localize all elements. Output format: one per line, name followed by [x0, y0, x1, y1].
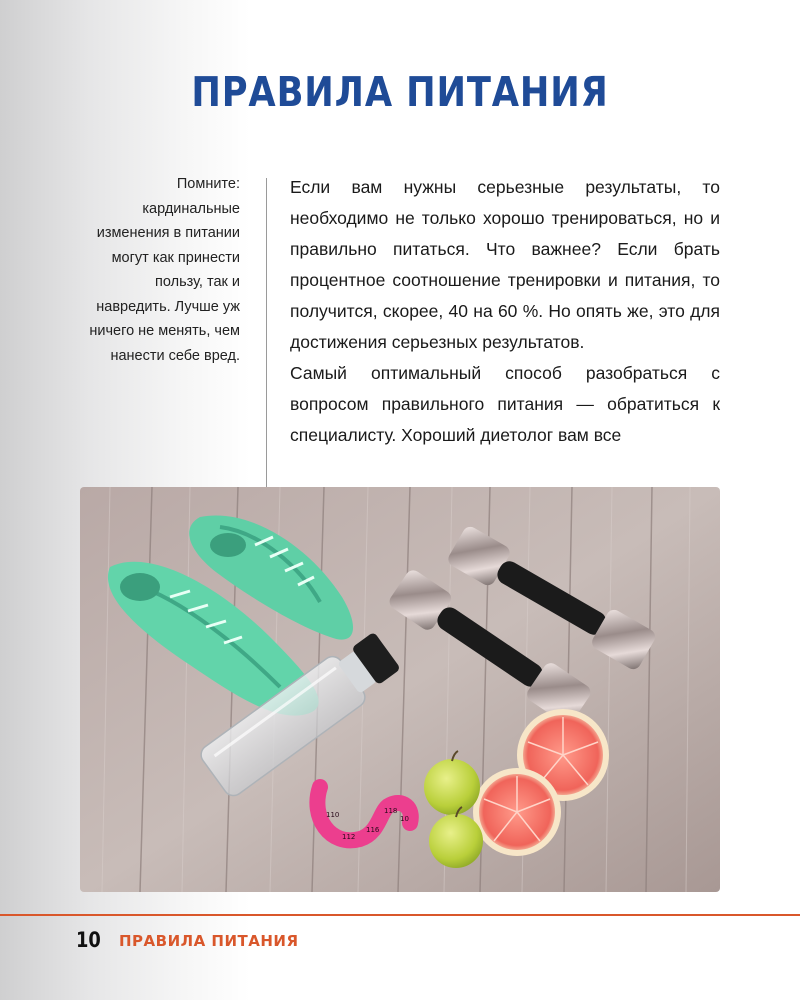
- tape-label: 118: [384, 807, 398, 815]
- sidenote: Помните: кардинальные изменения в питании могут как принести пользу, так и навредить. Лучше уж ничего не менять, чем нанести себе вред.: [89, 176, 240, 364]
- page-number: 10: [76, 928, 101, 952]
- footer-rule: [0, 914, 800, 916]
- paragraph: Если вам нужны серьезные результаты, то необходимо не только хорошо тренироваться, но и правильно питаться. Что важнее? Если брать процентное соотношение тренировки и питания, то получится, скорее, 40 на 60 %. Но опять же, это для достижения серьезных результатов.: [290, 177, 720, 352]
- column-divider: [266, 178, 267, 488]
- tape-label: 116: [366, 826, 380, 834]
- paragraph: Самый оптимальный способ разобраться с вопросом правильного питания — обратиться к специалисту. Хороший диетолог вам все: [290, 363, 720, 445]
- body-text: [290, 172, 720, 451]
- running-title: ПРАВИЛА ПИТАНИЯ: [119, 932, 299, 950]
- tape-label: 10: [400, 815, 409, 823]
- page-title: ПРАВИЛА ПИТАНИЯ: [191, 68, 609, 116]
- tape-label: 112: [342, 833, 356, 841]
- fitness-photo: [80, 487, 720, 892]
- tape-label: 110: [326, 811, 340, 819]
